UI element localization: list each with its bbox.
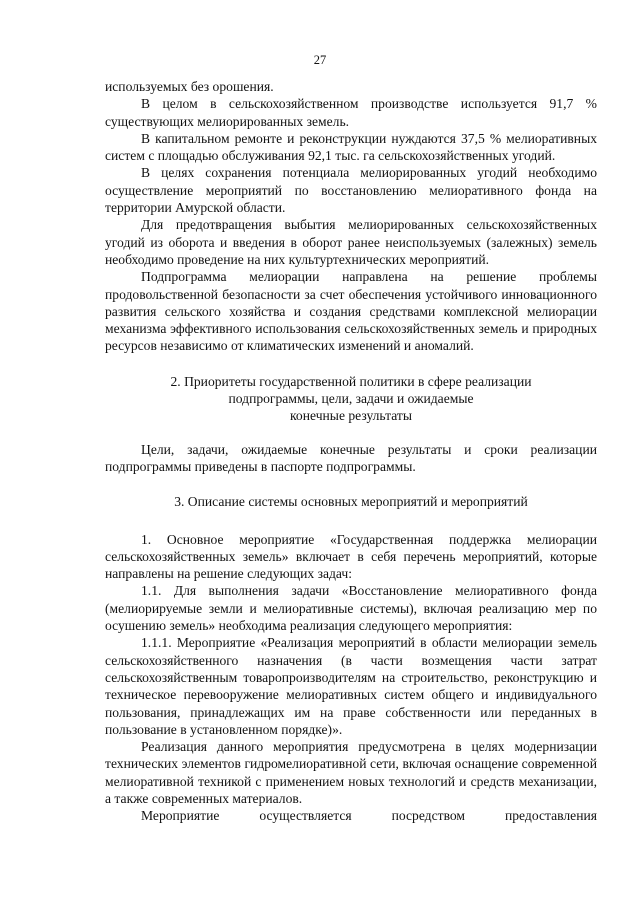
section-2-heading-line-1: 2. Приоритеты государственной политики в сфере реализации xyxy=(170,373,532,389)
section-2-heading-line-2: подпрограммы, цели, задачи и ожидаемые xyxy=(228,391,474,407)
paragraph-continuation: используемых без орошения. xyxy=(105,79,274,94)
paragraph-repair-needs: В капитальном ремонте и реконструкции нуждаются 37,5 % мелиоративных систем с площадью обслуживания 92,1 тыс. га сельскохозяйственных угодий. xyxy=(105,130,597,164)
section-2-heading xyxy=(105,373,597,425)
page-number: 27 xyxy=(313,53,327,67)
section-3-paragraph-task-1-1: 1.1. Для выполнения задачи «Восстановление мелиоративного фонда (мелиорируемые земли и мелиоративные системы), включая реализацию мер по осушению земель» необходима реализация следующего мероприятия: xyxy=(105,583,597,634)
paragraph-land-usage: В целом в сельскохозяйственном производстве используется 91,7 % существующих мелиорированных земель. xyxy=(105,96,597,129)
section-3-paragraph-modernization: Реализация данного мероприятия предусмотрена в целях модернизации технических элементов гидромелиоративной сети, включая оснащение современной мелиоративной техникой с применением новых технологий и средств механизации, а также современных материалов. xyxy=(105,739,597,806)
section-3-paragraph-main-activity: 1. Основное мероприятие «Государственная поддержка мелиорации сельскохозяйственных земель» включает в себя перечень мероприятий, которые направлены на решение следующих задач: xyxy=(105,531,597,582)
section-3-paragraph-activity-1-1-1: 1.1.1. Мероприятие «Реализация мероприятий в области мелиорации земель сельскохозяйственного назначения (в части возмещения части затрат сельскохозяйственным товаропроизводителям на строительство, реконструкцию и техническое перевооружение мелиоративных систем общего и индивидуального пользования, принадлежащих им на праве собственности или переданных в пользование в установленном порядке)». xyxy=(105,635,597,737)
section-2-text: Цели, задачи, ожидаемые конечные результаты и сроки реализации подпрограммы приведены в паспорте подпрограммы. xyxy=(105,441,597,474)
section-3-paragraph-implementation: Мероприятие осуществляется посредством предоставления xyxy=(141,808,597,824)
paragraph-subprogram-goal: Подпрограмма мелиорации направлена на решение проблемы продовольственной безопасности за счет обеспечения устойчивого инновационного развития сельского хозяйства и создания средствами комплексной мелиорации механизма эффективного использования сельскохозяйственных земель и природных ресурсов независимо от климатических изменений и аномалий. xyxy=(105,269,597,354)
paragraph-prevention: Для предотвращения выбытия мелиорированных сельскохозяйственных угодий из оборота и введения в оборот ранее неиспользуемых (залежных) земель необходимо проведение на них культуртехнических мероприятий. xyxy=(105,217,597,267)
section-2-heading-line-3: конечные результаты xyxy=(290,408,412,424)
section-3-heading: 3. Описание системы основных мероприятий и мероприятий xyxy=(174,494,528,510)
paragraph-preservation: В целях сохранения потенциала мелиорированных угодий необходимо осуществление мероприятий по восстановлению мелиоративного фонда на территории Амурской области. xyxy=(105,165,597,216)
document-body xyxy=(105,78,597,825)
